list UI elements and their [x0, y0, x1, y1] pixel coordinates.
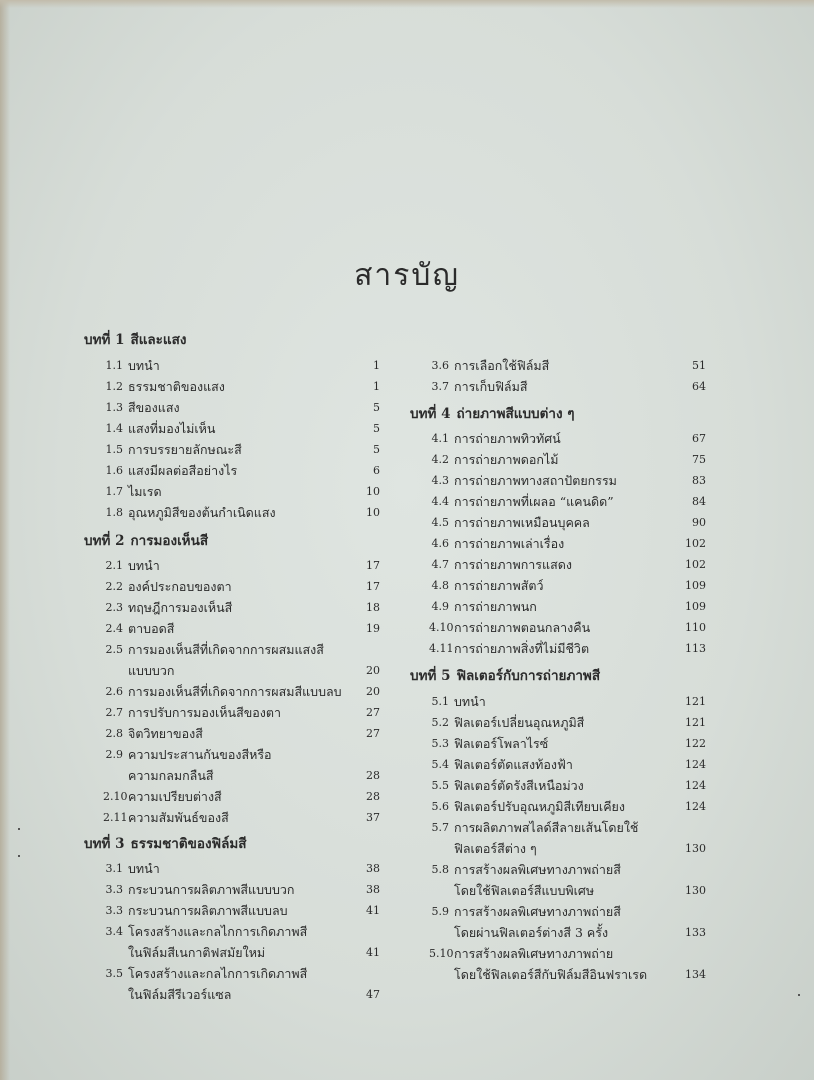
- section-title: การถ่ายภาพดอกไม้: [454, 452, 559, 467]
- section-title: ฟิลเตอร์โพลาไรซ์: [454, 736, 549, 751]
- toc-entry-continuation: [410, 923, 706, 943]
- page-number: 124: [685, 758, 706, 771]
- toc-entry: [410, 860, 706, 880]
- page-number: 17: [366, 580, 380, 593]
- section-number: 5.5: [431, 779, 449, 792]
- toc-entry: [84, 461, 380, 481]
- section-title: การมองเห็นสีที่เกิดจากการผสมแสงสี: [128, 642, 324, 657]
- section-number: 1.8: [105, 506, 123, 519]
- section-title: การสร้างผลพิเศษทางภาพถ่ายสี: [454, 862, 621, 877]
- toc-entry: [410, 555, 706, 575]
- page-number: 6: [373, 464, 380, 477]
- page-number: 47: [366, 988, 380, 1001]
- paper-edge-top: [0, 0, 814, 8]
- section-number: 5.7: [431, 821, 449, 834]
- toc-entry: [84, 901, 380, 921]
- section-number: 3.1: [105, 862, 123, 875]
- toc-entry-continuation: [84, 985, 380, 1005]
- section-number: 1.3: [105, 401, 123, 414]
- page-number: 41: [366, 904, 380, 917]
- section-number: 4.3: [431, 474, 449, 487]
- page-number: 5: [373, 443, 380, 456]
- toc-entry: [410, 639, 706, 659]
- toc-entry: [410, 776, 706, 796]
- toc-entry: [84, 377, 380, 397]
- section-title: ฟิลเตอร์ตัดแสงท้องฟ้า: [454, 757, 573, 772]
- paper-speck: [798, 994, 800, 996]
- section-number: 5.3: [431, 737, 449, 750]
- page-number: 10: [366, 485, 380, 498]
- page-number: 90: [692, 516, 706, 529]
- section-title: การสร้างผลพิเศษทางภาพถ่ายสี: [454, 904, 621, 919]
- toc-entry-continuation: [84, 661, 380, 681]
- chapter-number: บทที่ 5: [410, 668, 451, 684]
- section-number: 5.6: [431, 800, 449, 813]
- chapter-heading: [84, 531, 380, 551]
- page-number: 17: [366, 559, 380, 572]
- toc-entry: [84, 964, 380, 984]
- section-number: 2.9: [105, 748, 123, 761]
- toc-entry: [84, 398, 380, 418]
- section-number: 2.1: [105, 559, 123, 572]
- section-title: การถ่ายภาพเล่าเรื่อง: [454, 536, 565, 551]
- toc-entry: [84, 503, 380, 523]
- section-number: 1.5: [105, 443, 123, 456]
- page-number: 113: [685, 642, 706, 655]
- section-title: องค์ประกอบของตา: [128, 579, 232, 594]
- toc-entry: [410, 471, 706, 491]
- toc-entry: [410, 944, 706, 964]
- page-number: 134: [685, 968, 706, 981]
- toc-entry: [84, 682, 380, 702]
- section-title: ฟิลเตอร์สีต่าง ๆ: [454, 841, 537, 856]
- toc-entry: [84, 482, 380, 502]
- chapter-title: สีและแสง: [130, 332, 187, 348]
- section-title: การผลิตภาพสไลด์สีลายเส้นโดยใช้: [454, 820, 639, 835]
- section-title: ฟิลเตอร์ตัดรังสีเหนือม่วง: [454, 778, 584, 793]
- page-number: 110: [685, 621, 706, 634]
- section-number: 3.3: [105, 904, 123, 917]
- section-number: 5.8: [431, 863, 449, 876]
- page-number: 102: [685, 537, 706, 550]
- section-title: การเก็บฟิล์มสี: [454, 379, 528, 394]
- section-title: อุณหภูมิสีของต้นกำเนิดแสง: [128, 505, 276, 520]
- toc-entry: [84, 619, 380, 639]
- page-number: 28: [366, 769, 380, 782]
- section-title: ความสัมพันธ์ของสี: [128, 810, 229, 825]
- toc-entry-continuation: [410, 839, 706, 859]
- page-number: 84: [692, 495, 706, 508]
- page-number: 27: [366, 727, 380, 740]
- chapter-number: บทที่ 1: [84, 332, 125, 348]
- section-title: กระบวนการผลิตภาพสีแบบบวก: [128, 882, 295, 897]
- page-number: 18: [366, 601, 380, 614]
- section-number: 2.8: [105, 727, 123, 740]
- toc-entry: [410, 450, 706, 470]
- chapter-title: การมองเห็นสี: [130, 533, 209, 549]
- section-title: ความเปรียบต่างสี: [128, 789, 222, 804]
- toc-entry: [84, 556, 380, 576]
- section-number: 4.6: [431, 537, 449, 550]
- page-number: 38: [366, 883, 380, 896]
- toc-entry: [84, 787, 380, 807]
- section-title: บทนำ: [128, 358, 160, 373]
- toc-entry: [84, 880, 380, 900]
- section-number: 3.5: [105, 967, 123, 980]
- section-number: 1.7: [105, 485, 123, 498]
- section-title: การถ่ายภาพสิ่งที่ไม่มีชีวิต: [454, 641, 590, 656]
- section-number: 1.2: [105, 380, 123, 393]
- page-number: 124: [685, 800, 706, 813]
- section-title: การถ่ายภาพการแสดง: [454, 557, 572, 572]
- chapter-title: ถ่ายภาพสีแบบต่าง ๆ: [456, 406, 575, 422]
- page-number: 20: [366, 664, 380, 677]
- page-number: 51: [692, 359, 706, 372]
- page-number: 10: [366, 506, 380, 519]
- section-title: การถ่ายภาพสัตว์: [454, 578, 544, 593]
- section-number: 2.11: [103, 811, 128, 824]
- toc-entry: [84, 859, 380, 879]
- section-title: การถ่ายภาพนก: [454, 599, 537, 614]
- page-number: 1: [373, 359, 380, 372]
- chapter-number: บทที่ 2: [84, 533, 125, 549]
- section-number: 2.6: [105, 685, 123, 698]
- section-number: 2.3: [105, 601, 123, 614]
- page-number: 20: [366, 685, 380, 698]
- toc-entry: [410, 902, 706, 922]
- toc-entry: [84, 808, 380, 828]
- page-number: 133: [685, 926, 706, 939]
- section-number: 4.7: [431, 558, 449, 571]
- section-number: 4.11: [429, 642, 454, 655]
- page-number: 28: [366, 790, 380, 803]
- chapter-heading: [410, 666, 706, 686]
- section-title: กระบวนการผลิตภาพสีแบบลบ: [128, 903, 288, 918]
- toc-entry: [410, 492, 706, 512]
- page-number: 1: [373, 380, 380, 393]
- section-number: 2.7: [105, 706, 123, 719]
- toc-entry: [410, 818, 706, 838]
- section-number: 2.2: [105, 580, 123, 593]
- toc-entry: [410, 734, 706, 754]
- section-title: โครงสร้างและกลไกการเกิดภาพสี: [128, 924, 308, 939]
- toc-entry: [410, 713, 706, 733]
- section-number: 2.4: [105, 622, 123, 635]
- page-number: 83: [692, 474, 706, 487]
- toc-entry: [84, 640, 380, 660]
- toc-entry: [84, 440, 380, 460]
- section-title: จิตวิทยาของสี: [128, 726, 203, 741]
- section-title: แสงมีผลต่อสีอย่างไร: [128, 463, 238, 478]
- section-title: ฟิลเตอร์ปรับอุณหภูมิสีเทียบเคียง: [454, 799, 625, 814]
- chapter-heading: [410, 404, 706, 424]
- section-title: บทนำ: [128, 861, 160, 876]
- toc-entry: [84, 703, 380, 723]
- toc-entry: [84, 598, 380, 618]
- section-number: 5.2: [431, 716, 449, 729]
- section-number: 3.4: [105, 925, 123, 938]
- page-number: 124: [685, 779, 706, 792]
- page-number: 27: [366, 706, 380, 719]
- section-number: 5.1: [431, 695, 449, 708]
- page-number: 121: [685, 695, 706, 708]
- section-title: การปรับการมองเห็นสีของตา: [128, 705, 282, 720]
- section-title: แบบบวก: [128, 663, 175, 678]
- page-number: 5: [373, 422, 380, 435]
- section-number: 4.1: [431, 432, 449, 445]
- section-title: โดยใช้ฟิลเตอร์สีแบบพิเศษ: [454, 883, 595, 898]
- page-number: 67: [692, 432, 706, 445]
- section-number: 4.9: [431, 600, 449, 613]
- section-title: บทนำ: [454, 694, 486, 709]
- section-title: ตาบอดสี: [128, 621, 175, 636]
- section-number: 1.4: [105, 422, 123, 435]
- page-number: 41: [366, 946, 380, 959]
- toc-entry-continuation: [84, 943, 380, 963]
- page-number: 75: [692, 453, 706, 466]
- page-number: 64: [692, 380, 706, 393]
- toc-entry: [84, 419, 380, 439]
- section-title: ทฤษฎีการมองเห็นสี: [128, 600, 233, 615]
- toc-entry: [410, 534, 706, 554]
- section-title: การถ่ายภาพทางสถาปัตยกรรม: [454, 473, 617, 488]
- page-number: 38: [366, 862, 380, 875]
- section-title: การเลือกใช้ฟิล์มสี: [454, 358, 550, 373]
- section-title: โดยผ่านฟิลเตอร์ต่างสี 3 ครั้ง: [454, 925, 609, 940]
- section-number: 2.5: [105, 643, 123, 656]
- section-number: 3.3: [105, 883, 123, 896]
- section-number: 3.7: [431, 380, 449, 393]
- section-title: การถ่ายภาพตอนกลางคืน: [454, 620, 591, 635]
- toc-entry: [410, 356, 706, 376]
- toc-entry-continuation: [84, 766, 380, 786]
- page-number: 109: [685, 600, 706, 613]
- section-number: 2.10: [103, 790, 128, 803]
- section-title: ความกลมกลืนสี: [128, 768, 214, 783]
- section-title: สีของแสง: [128, 400, 180, 415]
- toc-entry: [410, 692, 706, 712]
- section-title: การถ่ายภาพที่เผลอ “แคนดิด”: [454, 494, 614, 509]
- section-number: 5.9: [431, 905, 449, 918]
- section-title: การบรรยายลักษณะสี: [128, 442, 242, 457]
- section-number: 1.6: [105, 464, 123, 477]
- page-number: 121: [685, 716, 706, 729]
- section-title: การถ่ายภาพเหมือนบุคคล: [454, 515, 590, 530]
- toc-entry: [84, 356, 380, 376]
- section-number: 4.4: [431, 495, 449, 508]
- section-title: ความประสานกันของสีหรือ: [128, 747, 272, 762]
- section-number: 4.5: [431, 516, 449, 529]
- section-number: 4.8: [431, 579, 449, 592]
- page-number: 122: [685, 737, 706, 750]
- page-number: 19: [366, 622, 380, 635]
- chapter-heading: [84, 834, 380, 854]
- toc-entry: [410, 429, 706, 449]
- toc-entry-continuation: [410, 965, 706, 985]
- section-title: โดยใช้ฟิลเตอร์สีกับฟิล์มสีอินฟราเรด: [454, 967, 648, 982]
- section-number: 5.4: [431, 758, 449, 771]
- chapter-title: ฟิลเตอร์กับการถ่ายภาพสี: [456, 668, 601, 684]
- toc-entry: [410, 576, 706, 596]
- toc-entry: [84, 745, 380, 765]
- page-number: 109: [685, 579, 706, 592]
- section-title: ในฟิล์มสีรีเวอร์แซล: [128, 987, 232, 1002]
- section-title: ฟิลเตอร์เปลี่ยนอุณหภูมิสี: [454, 715, 585, 730]
- toc-entry: [410, 797, 706, 817]
- section-number: 1.1: [105, 359, 123, 372]
- toc-entry: [84, 922, 380, 942]
- section-title: แสงที่มองไม่เห็น: [128, 421, 216, 436]
- chapter-title: ธรรมชาติของฟิล์มสี: [130, 836, 247, 852]
- paper-speck: [18, 828, 20, 830]
- section-title: การมองเห็นสีที่เกิดจากการผสมสีแบบลบ: [128, 684, 342, 699]
- toc-entry: [410, 597, 706, 617]
- section-title: ธรรมชาติของแสง: [128, 379, 225, 394]
- section-title: การถ่ายภาพทิวทัศน์: [454, 431, 561, 446]
- toc-entry: [84, 577, 380, 597]
- toc-entry: [410, 377, 706, 397]
- section-number: 5.10: [429, 947, 454, 960]
- paper-edge-left: [0, 0, 10, 1080]
- section-title: บทนำ: [128, 558, 160, 573]
- page-number: 102: [685, 558, 706, 571]
- chapter-heading: [84, 330, 380, 350]
- toc-entry: [410, 513, 706, 533]
- page-number: 37: [366, 811, 380, 824]
- toc-entry: [410, 755, 706, 775]
- section-title: การสร้างผลพิเศษทางภาพถ่าย: [454, 946, 614, 961]
- page-number: 130: [685, 884, 706, 897]
- chapter-number: บทที่ 4: [410, 406, 451, 422]
- section-number: 4.2: [431, 453, 449, 466]
- toc-entry: [84, 724, 380, 744]
- section-title: โครงสร้างและกลไกการเกิดภาพสี: [128, 966, 308, 981]
- page-title: สารบัญ: [354, 258, 460, 293]
- section-title: ในฟิล์มสีเนกาติฟสมัยใหม่: [128, 945, 266, 960]
- section-number: 3.6: [431, 359, 449, 372]
- page-number: 130: [685, 842, 706, 855]
- chapter-number: บทที่ 3: [84, 836, 125, 852]
- paper-speck: [18, 855, 20, 857]
- toc-entry-continuation: [410, 881, 706, 901]
- toc-entry: [410, 618, 706, 638]
- page-number: 5: [373, 401, 380, 414]
- section-number: 4.10: [429, 621, 454, 634]
- section-title: ไมเรด: [128, 484, 162, 499]
